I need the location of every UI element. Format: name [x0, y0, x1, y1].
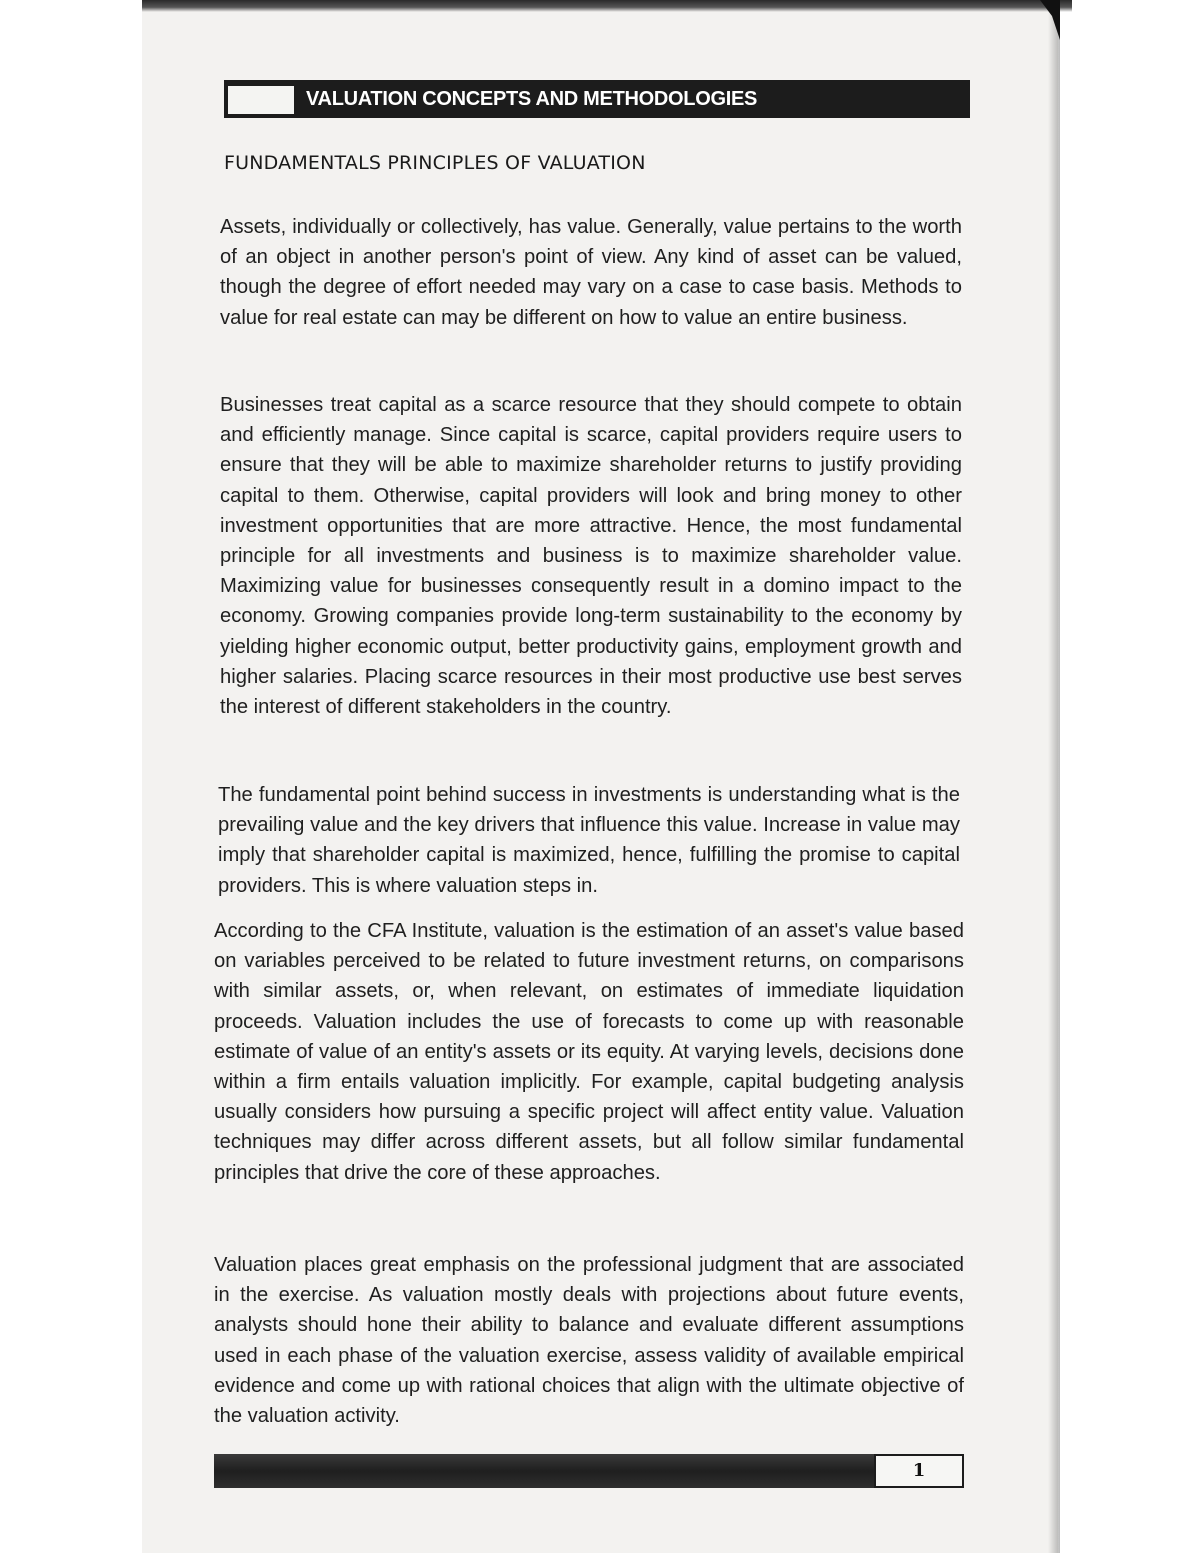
- paragraph-3: The fundamental point behind success in investments is understanding what is the prevailing value and the key drivers that influence this value. Increase in value may imply that shareholder capital is maximized, hence, fulfilling the promise to capital providers. This is where valuation steps in.: [218, 784, 960, 897]
- scan-margin-left: [0, 0, 142, 1553]
- scan-shadow-right: [1048, 0, 1060, 1553]
- paragraph-2: Businesses treat capital as a scarce resource that they should compete to obtain and efficiently manage. Since capital is scarce, capital providers require users to ensure that they will be able to maximize shareholder returns to justify providing capital to them. Otherwise, capital providers will look and bring money to other investment opportunities that are more attractive. Hence, the most fundamental principle for all investments and business is to maximize shareholder value. Maximizing value for businesses consequently result in a domino impact to the economy. Growing companies provide long-term sustainability to the economy by yielding higher economic output, better productivity gains, employment growth and higher salaries. Placing scarce resources in their most productive use best serves the interest of different stakeholders in the country.: [220, 394, 962, 719]
- paragraph-5: Valuation places great emphasis on the professional judgment that are associated in the exercise. As valuation mostly deals with projections about future events, analysts should hone their ability to balance and evaluate different assumptions used in each phase of the valuation exercise, assess validity of available empirical evidence and come up with rational choices that align with the ultimate objective of the valuation activity.: [214, 1254, 964, 1428]
- chapter-title: VALUATION CONCEPTS AND METHODOLOGIES: [306, 88, 758, 110]
- chapter-header-box: [226, 84, 296, 116]
- paragraph-4: According to the CFA Institute, valuation is the estimation of an asset's value based on variables perceived to be related to future investment returns, on comparisons with similar assets, or, when relevant, on estimates of immediate liquidation proceeds. Valuation includes the use of forecasts to come up with reasonable estimate of value of an entity's assets or its equity. At varying levels, decisions done within a firm entails valuation implicitly. For example, capital budgeting analysis usually considers how pursuing a specific project will affect entity value. Valuation techniques may differ across different assets, but all follow similar fundamental principles that drive the core of these approaches.: [214, 920, 964, 1184]
- page-number: 1: [874, 1454, 964, 1488]
- paragraph-1: Assets, individually or collectively, has value. Generally, value pertains to the worth of an object in another person's point of view. Any kind of asset can be valued, though the degree of effort needed may vary on a case to case basis. Methods to value for real estate can may be different on how to value an entire business.: [220, 216, 962, 329]
- footer-band: [214, 1454, 874, 1488]
- section-title: FUNDAMENTALS PRINCIPLES OF VALUATION: [224, 152, 646, 174]
- scan-shadow-top: [142, 0, 1072, 12]
- scan-margin-right: [1058, 0, 1200, 1553]
